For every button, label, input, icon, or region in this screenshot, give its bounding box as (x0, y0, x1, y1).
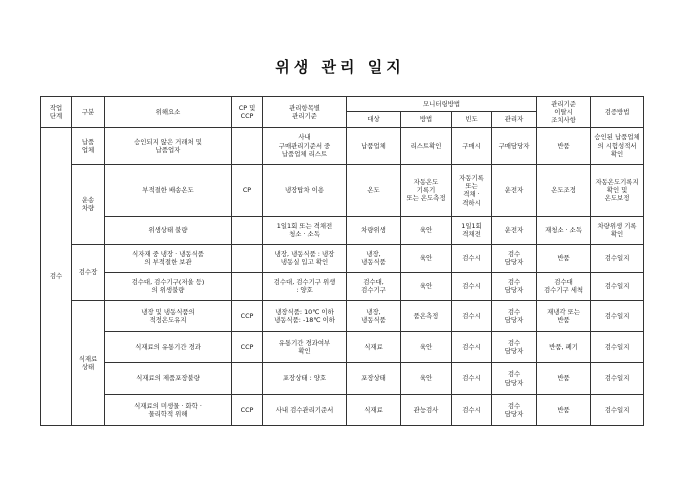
table-row (41, 244, 644, 272)
deviation-cell: 검수대 검수기구 세척 (537, 272, 591, 300)
header-cp-ccp: CP 및 CCP (232, 97, 263, 128)
cp-cell (232, 244, 263, 272)
target-cell: 납품업체 (347, 128, 401, 164)
verification-cell: 검수일지 (591, 301, 644, 332)
frequency-cell: 구매시 (452, 128, 492, 164)
deviation-cell: 재청소 · 소독 (537, 216, 591, 244)
deviation-cell: 반품 (537, 394, 591, 425)
category-cell: 식재료 상태 (72, 301, 105, 426)
deviation-cell: 온도조정 (537, 164, 591, 216)
hazard-cell: 식재료의 미생물 · 화학 · 물리학적 위해 (105, 394, 232, 425)
standard-cell: 냉장탑차 이용 (263, 164, 347, 216)
verification-cell: 차량위생 기록 확인 (591, 216, 644, 244)
stage-cell: 검수 (41, 128, 72, 426)
method-cell: 육안 (401, 272, 452, 300)
deviation-cell: 재냉각 또는 반품 (537, 301, 591, 332)
header-standard: 관리항목별 관리기준 (263, 97, 347, 128)
manager-cell: 검수 담당자 (492, 394, 537, 425)
verification-cell: 검수일지 (591, 244, 644, 272)
standard-cell: 냉장식품: 10℃ 이하 냉동식품: -18℃ 이하 (263, 301, 347, 332)
method-cell: 자동온도 기록기 또는 온도측정 (401, 164, 452, 216)
hazard-cell: 식자재 중 냉장 · 냉동식품 의 부적절한 보관 (105, 244, 232, 272)
hazard-cell: 식재료의 유통기간 경과 (105, 332, 232, 363)
cp-cell (232, 128, 263, 164)
frequency-cell: 검수시 (452, 394, 492, 425)
hygiene-log-table (40, 96, 644, 426)
standard-cell: 사내 구매관리기준서 중 납품업체 리스트 (263, 128, 347, 164)
target-cell: 냉장, 냉동식품 (347, 301, 401, 332)
frequency-cell: 검수시 (452, 272, 492, 300)
deviation-cell: 반품, 폐기 (537, 332, 591, 363)
header-stage: 작업 단계 (41, 97, 72, 128)
manager-cell: 검수 담당자 (492, 244, 537, 272)
verification-cell: 검수일지 (591, 272, 644, 300)
category-cell: 검수장 (72, 244, 105, 300)
manager-cell: 검수 담당자 (492, 332, 537, 363)
cp-cell: CCP (232, 332, 263, 363)
table-row (41, 394, 644, 425)
manager-cell: 검수 담당자 (492, 301, 537, 332)
hazard-cell: 냉장 및 냉동식품의 적정온도유지 (105, 301, 232, 332)
method-cell: 육안 (401, 244, 452, 272)
deviation-cell: 반품 (537, 244, 591, 272)
deviation-cell: 반품 (537, 128, 591, 164)
hazard-cell: 승인되지 않은 거래처 및 납품업자 (105, 128, 232, 164)
header-hazard: 위해요소 (105, 97, 232, 128)
target-cell: 식재료 (347, 332, 401, 363)
header-target: 대상 (347, 111, 401, 128)
method-cell: 리스트확인 (401, 128, 452, 164)
hazard-cell: 식재료의 제품포장불량 (105, 363, 232, 394)
table-row (41, 332, 644, 363)
manager-cell: 검수 담당자 (492, 272, 537, 300)
standard-cell: 유통기간 경과여부 확인 (263, 332, 347, 363)
method-cell: 육안 (401, 332, 452, 363)
table-row (41, 272, 644, 300)
header-method: 방법 (401, 111, 452, 128)
deviation-cell: 반품 (537, 363, 591, 394)
method-cell: 관능검사 (401, 394, 452, 425)
cp-cell (232, 363, 263, 394)
manager-cell: 구매담당자 (492, 128, 537, 164)
category-cell: 운송 차량 (72, 164, 105, 244)
header-row (41, 97, 644, 112)
cp-cell: CCP (232, 394, 263, 425)
page-title: 위생 관리 일지 (275, 58, 405, 76)
frequency-cell: 검수시 (452, 244, 492, 272)
header-verification: 검증방법 (591, 97, 644, 128)
table-row (41, 128, 644, 164)
target-cell: 차량위생 (347, 216, 401, 244)
standard-cell: 사내 검수관리기준서 (263, 394, 347, 425)
hazard-cell: 검수대, 검수기구(저울 등) 의 위생불량 (105, 272, 232, 300)
cp-cell (232, 272, 263, 300)
frequency-cell: 검수시 (452, 363, 492, 394)
frequency-cell: 검수시 (452, 301, 492, 332)
verification-cell: 검수일지 (591, 363, 644, 394)
method-cell: 육안 (401, 363, 452, 394)
frequency-cell: 검수시 (452, 332, 492, 363)
header-monitoring: 모니터링방법 (347, 97, 537, 112)
table-row (41, 363, 644, 394)
target-cell: 냉장, 냉동식품 (347, 244, 401, 272)
target-cell: 포장상태 (347, 363, 401, 394)
category-cell: 납품 업체 (72, 128, 105, 164)
cp-cell: CP (232, 164, 263, 216)
hazard-cell: 부적절한 배송온도 (105, 164, 232, 216)
verification-cell: 승인된 납품업체 의 시험성적서 확인 (591, 128, 644, 164)
manager-cell: 검수 담당자 (492, 363, 537, 394)
manager-cell: 운전자 (492, 164, 537, 216)
standard-cell: 포장상태 : 양호 (263, 363, 347, 394)
verification-cell: 자동온도기록지 확인 및 온도보정 (591, 164, 644, 216)
target-cell: 온도 (347, 164, 401, 216)
table-row (41, 301, 644, 332)
frequency-cell: 자동기록 또는 격채 · 격하시 (452, 164, 492, 216)
header-frequency: 빈도 (452, 111, 492, 128)
verification-cell: 검수일지 (591, 394, 644, 425)
header-deviation: 관리기준 이탈시 조치사항 (537, 97, 591, 128)
frequency-cell: 1일1회 격채전 (452, 216, 492, 244)
method-cell: 육안 (401, 216, 452, 244)
target-cell: 검수대, 검수기구 (347, 272, 401, 300)
table-row (41, 216, 644, 244)
standard-cell: 1일1회 또는 격채전 청소 · 소독 (263, 216, 347, 244)
manager-cell: 운전자 (492, 216, 537, 244)
table-row (41, 164, 644, 216)
header-category: 구분 (72, 97, 105, 128)
standard-cell: 냉장, 냉동식품 : 냉장 냉동실 입고 확인 (263, 244, 347, 272)
verification-cell: 검수일지 (591, 332, 644, 363)
cp-cell (232, 216, 263, 244)
header-manager: 관리자 (492, 111, 537, 128)
hazard-cell: 위생상태 불량 (105, 216, 232, 244)
target-cell: 식재료 (347, 394, 401, 425)
standard-cell: 검수대, 검수기구 위생 : 양호 (263, 272, 347, 300)
cp-cell: CCP (232, 301, 263, 332)
method-cell: 품온측정 (401, 301, 452, 332)
